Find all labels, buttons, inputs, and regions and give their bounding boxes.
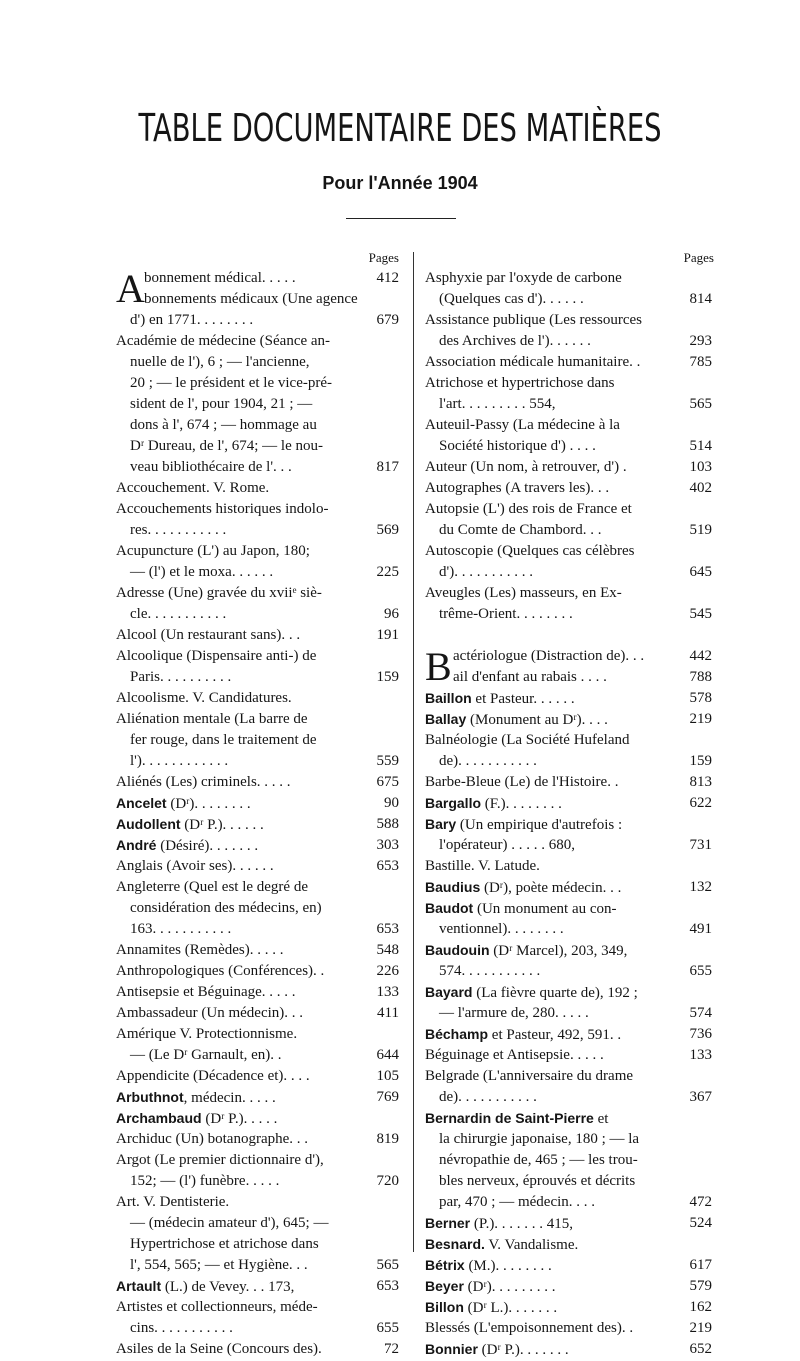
entry-text: Belgrade (L'anniversaire du drame <box>425 1068 634 1084</box>
index-entry-line <box>425 898 712 919</box>
page-number: 813 <box>686 772 713 793</box>
index-entry-line <box>425 1129 712 1150</box>
page-number: 293 <box>686 331 713 352</box>
entry-text: ventionnel). . . . . . . . <box>439 921 564 937</box>
index-entry-line <box>425 268 712 289</box>
page-number: 219 <box>686 1318 713 1339</box>
entry-text: Bétrix (M.). . . . . . . . <box>425 1257 552 1274</box>
page-number: 548 <box>373 940 400 961</box>
index-entry-line <box>116 1129 399 1150</box>
entry-text: Antisepsie et Béguinage. . . . . <box>116 984 296 1000</box>
index-entry-line <box>116 520 399 541</box>
index-entry-line <box>425 1297 712 1318</box>
entry-text: (Quelques cas d'). . . . . . <box>439 291 584 307</box>
page-number: 565 <box>373 1255 400 1276</box>
entry-text: Bargallo (F.). . . . . . . . <box>425 795 562 812</box>
page-number: 412 <box>373 268 400 289</box>
entry-text: Dʳ Dureau, de l', 674; — le nou- <box>130 438 324 454</box>
index-entry-line <box>116 1276 399 1297</box>
page-number: 578 <box>686 688 713 709</box>
pages-header: Pages <box>368 250 399 265</box>
page-number: 579 <box>686 1276 713 1297</box>
entry-text: sident de l', pour 1904, 21 ; — <box>130 396 313 412</box>
page-number: 133 <box>686 1045 713 1066</box>
entry-text: Bonnier (Dʳ P.). . . . . . . <box>425 1341 569 1358</box>
index-entry-line <box>116 1003 399 1024</box>
index-entry-line <box>425 541 712 562</box>
page-number: 817 <box>373 457 400 478</box>
entry-text: Auteuil-Passy (La médecine à la <box>425 417 620 433</box>
title-rule <box>346 218 456 219</box>
index-entry-line <box>116 604 399 625</box>
entry-text: Anglais (Avoir ses). . . . . . <box>116 858 274 874</box>
entry-text: de). . . . . . . . . . . <box>439 753 537 769</box>
entry-text: Société historique d') . . . . <box>439 438 596 454</box>
entry-text: l'). . . . . . . . . . . . <box>130 753 229 769</box>
page-subtitle: Pour l'Année 1904 <box>322 173 478 193</box>
page-number: 565 <box>686 394 713 415</box>
entry-text: Bastille. V. Latude. <box>425 858 540 874</box>
entry-text: Alcoolisme. V. Candidatures. <box>116 690 292 706</box>
entry-text: Bayard (La fièvre quarte de), 192 ; <box>425 984 638 1001</box>
entry-text: des Archives de l'). . . . . . <box>439 333 591 349</box>
entry-text: l'opérateur) . . . . . 680, <box>439 837 575 853</box>
index-column-right <box>425 248 712 1360</box>
entry-text: — (médecin amateur d'), 645; — <box>130 1215 329 1231</box>
entry-text: Baudius (Dʳ), poète médecin. . . <box>425 879 622 896</box>
page-number: 720 <box>373 1171 400 1192</box>
index-entry-line <box>425 961 712 982</box>
page-number: 814 <box>686 289 713 310</box>
index-entry-line <box>116 646 399 667</box>
entry-text: Aliénation mentale (La barre de <box>116 711 308 727</box>
entry-text: Autoscopie (Quelques cas célèbres <box>425 543 635 559</box>
index-entry-line <box>116 436 399 457</box>
entry-text: Association médicale humanitaire. . <box>425 354 641 370</box>
index-entry-line <box>425 1087 712 1108</box>
entry-text: Berner (P.). . . . . . . 415, <box>425 1215 574 1232</box>
section-gap <box>425 625 712 646</box>
entry-text: Balnéologie (La Société Hufeland <box>425 732 630 748</box>
page-number: 617 <box>686 1255 713 1276</box>
column-divider <box>413 252 414 1252</box>
index-entry-line <box>116 772 399 793</box>
index-entry-line <box>116 1045 399 1066</box>
index-entry-line <box>425 373 712 394</box>
page-number: 736 <box>686 1024 713 1045</box>
entry-text: Aliénés (Les) criminels. . . . . <box>116 774 291 790</box>
index-entry-line <box>425 331 712 352</box>
entry-text: Archambaud (Dʳ P.). . . . . <box>116 1110 278 1127</box>
page-number: 652 <box>686 1339 713 1360</box>
page-number: 491 <box>686 919 713 940</box>
index-entry-line <box>116 310 399 331</box>
entry-text: Anthropologiques (Conférences). . <box>116 963 325 979</box>
entry-text: Arbuthnot, médecin. . . . . <box>116 1089 276 1106</box>
entry-text: Bernardin de Saint-Pierre et <box>425 1110 609 1127</box>
page-number: 622 <box>686 793 713 814</box>
entry-text: l'art. . . . . . . . . 554, <box>439 396 556 412</box>
index-entry-line <box>425 877 712 898</box>
page-number: 219 <box>686 709 713 730</box>
index-entry-line <box>116 667 399 688</box>
index-entry-line <box>425 1339 712 1360</box>
index-entry-line <box>116 814 399 835</box>
index-entry-line <box>425 436 712 457</box>
index-entry-line <box>425 310 712 331</box>
index-entry-line <box>425 688 712 709</box>
entry-text: Asiles de la Seine (Concours des). <box>116 1341 322 1357</box>
index-entry-line <box>116 625 399 646</box>
entry-text: res. . . . . . . . . . . <box>130 522 227 538</box>
entry-text: Baudot (Un monument au con- <box>425 900 617 917</box>
entry-text: Aveugles (Les) masseurs, en Ex- <box>425 585 622 601</box>
entry-text: 20 ; — le président et le vice-pré- <box>130 375 333 391</box>
page-number: 731 <box>686 835 713 856</box>
page-number: 226 <box>373 961 400 982</box>
page-number: 574 <box>686 1003 713 1024</box>
entry-text: Ambassadeur (Un médecin). . . <box>116 1005 304 1021</box>
entry-text: fer rouge, dans le traitement de <box>130 732 317 748</box>
index-entry-line <box>425 709 712 730</box>
entry-text: la chirurgie japonaise, 180 ; — la <box>439 1131 640 1147</box>
entry-text: Béchamp et Pasteur, 492, 591. . <box>425 1026 622 1043</box>
index-entry-line <box>425 457 712 478</box>
index-entry-line <box>116 1150 399 1171</box>
page-number: 653 <box>373 1276 400 1297</box>
index-entry-line <box>425 814 712 835</box>
index-entry-line <box>116 793 399 814</box>
index-entry-line <box>116 1234 399 1255</box>
entry-text: Billon (Dʳ L.). . . . . . . <box>425 1299 558 1316</box>
entry-text: Académie de médecine (Séance an- <box>116 333 331 349</box>
entry-text: dons à l', 674 ; — hommage au <box>130 417 317 433</box>
page-number: 788 <box>686 667 713 688</box>
index-entry-line <box>425 1192 712 1213</box>
entry-text: bles nerveux, éprouvés et décrits <box>439 1173 636 1189</box>
index-entry-line <box>116 877 399 898</box>
page-number: 191 <box>373 625 400 646</box>
index-entry-line <box>116 1087 399 1108</box>
page-number: 402 <box>686 478 713 499</box>
index-entry-line <box>425 352 712 373</box>
entry-text: d') en 1771. . . . . . . . <box>130 312 254 328</box>
index-entry-line <box>116 1171 399 1192</box>
index-entry-line <box>116 898 399 919</box>
index-entry-line <box>116 352 399 373</box>
entry-text: — (Le Dʳ Garnault, en). . <box>130 1047 282 1063</box>
index-entry-line <box>116 835 399 856</box>
index-entry-line <box>116 562 399 583</box>
index-entry-line <box>425 478 712 499</box>
index-entry-line <box>425 667 712 688</box>
entry-text: Alcoolique (Dispensaire anti-) de <box>116 648 317 664</box>
index-entry-line <box>116 1255 399 1276</box>
index-entry-line <box>116 583 399 604</box>
entry-text: Barbe-Bleue (Le) de l'Histoire. . <box>425 774 619 790</box>
entry-text: Besnard. V. Vandalisme. <box>425 1236 579 1253</box>
index-entry-line <box>116 1192 399 1213</box>
index-entry-line <box>116 1066 399 1087</box>
page-number: 96 <box>380 604 399 625</box>
index-entry-line <box>116 1339 399 1360</box>
index-entry-line <box>425 1213 712 1234</box>
index-entry-line <box>425 1150 712 1171</box>
entry-text: considération des médecins, en) <box>130 900 322 916</box>
page-number: 162 <box>686 1297 713 1318</box>
entry-text: Angleterre (Quel est le degré de <box>116 879 308 895</box>
index-entry-line <box>425 982 712 1003</box>
index-entry-line <box>116 688 399 709</box>
index-entry-line <box>425 1234 712 1255</box>
page-number: 645 <box>686 562 713 583</box>
entry-text: veau bibliothécaire de l'. . . <box>130 459 292 475</box>
index-entry-line <box>425 772 712 793</box>
page-number: 819 <box>373 1129 400 1150</box>
index-entry-line <box>116 961 399 982</box>
entry-text: 163. . . . . . . . . . . <box>130 921 232 937</box>
drop-cap-letter: A <box>116 266 145 311</box>
page-title: TABLE DOCUMENTAIRE DES MATIÈRES <box>138 106 662 150</box>
index-entry-line <box>425 1108 712 1129</box>
index-entry-line <box>425 499 712 520</box>
page-number: 644 <box>373 1045 400 1066</box>
page-number: 569 <box>373 520 400 541</box>
index-entry-line <box>425 1024 712 1045</box>
entry-text: névropathie de, 465 ; — les trou- <box>439 1152 638 1168</box>
page-number: 132 <box>686 877 713 898</box>
index-entry-line <box>116 1024 399 1045</box>
entry-text: Ballay (Monument au Dʳ). . . . <box>425 711 608 728</box>
entry-text: Accouchements historiques indolo- <box>116 501 329 517</box>
index-entry-line <box>425 289 712 310</box>
page-number: 514 <box>686 436 713 457</box>
entry-text: Alcool (Un restaurant sans). . . <box>116 627 301 643</box>
entry-text: nuelle de l'), 6 ; — l'ancienne, <box>130 354 310 370</box>
index-entry-line <box>116 394 399 415</box>
entry-text: Acupuncture (L') au Japon, 180; <box>116 543 310 559</box>
page-number: 655 <box>686 961 713 982</box>
page-number: 159 <box>373 667 400 688</box>
entry-text: ail d'enfant au rabais . . . . <box>453 669 607 685</box>
index-entry-line <box>116 1297 399 1318</box>
index-entry-line <box>425 562 712 583</box>
entry-text: Argot (Le premier dictionnaire d'), <box>116 1152 324 1168</box>
entry-text: Paris. . . . . . . . . . <box>130 669 232 685</box>
index-entry-line <box>116 373 399 394</box>
entry-text: Artistes et collectionneurs, méde- <box>116 1299 318 1315</box>
page-number: 472 <box>686 1192 713 1213</box>
entry-text: bonnement médical. . . . . <box>144 270 296 286</box>
page-number: 442 <box>686 646 713 667</box>
entry-text: Baillon et Pasteur. . . . . . <box>425 690 575 707</box>
entry-text: cins. . . . . . . . . . . <box>130 1320 233 1336</box>
entry-text: Asphyxie par l'oxyde de carbone <box>425 270 622 286</box>
index-entry-line <box>116 856 399 877</box>
index-entry-line <box>425 919 712 940</box>
index-entry-line <box>116 919 399 940</box>
entry-text: 152; — (l') funèbre. . . . . <box>130 1173 280 1189</box>
index-entry-line <box>425 856 712 877</box>
index-entry-line <box>425 394 712 415</box>
index-entry-line <box>116 331 399 352</box>
index-entry-line <box>425 1003 712 1024</box>
drop-cap-letter: B <box>425 644 452 689</box>
index-entry-line <box>425 583 712 604</box>
index-entry-line <box>425 520 712 541</box>
entry-text: Bary (Un empirique d'autrefois : <box>425 816 623 833</box>
entry-text: par, 470 ; — médecin. . . . <box>439 1194 596 1210</box>
pages-header: Pages <box>683 250 714 265</box>
entry-text: 574. . . . . . . . . . . <box>439 963 541 979</box>
index-entry-line <box>425 730 712 751</box>
entry-text: — (l') et le moxa. . . . . . <box>130 564 274 580</box>
page-number: 559 <box>373 751 400 772</box>
page-number: 90 <box>380 793 399 814</box>
page-number: 411 <box>373 1003 399 1024</box>
index-entry-line <box>116 1318 399 1339</box>
index-entry-line <box>425 1066 712 1087</box>
index-entry-line <box>116 730 399 751</box>
index-entry-line <box>116 289 399 310</box>
index-entry-line <box>425 1276 712 1297</box>
page-number: 225 <box>373 562 400 583</box>
index-entry-line <box>116 709 399 730</box>
index-entry-line <box>116 415 399 436</box>
page-number: 524 <box>686 1213 713 1234</box>
entry-text: Audollent (Dʳ P.). . . . . . <box>116 816 264 833</box>
index-entry-line <box>116 478 399 499</box>
entry-text: Autographes (A travers les). . . <box>425 480 610 496</box>
index-entry-line <box>425 1171 712 1192</box>
entry-text: l', 554, 565; — et Hygiène. . . <box>130 1257 308 1273</box>
entry-text: Autopsie (L') des rois de France et <box>425 501 632 517</box>
index-entry-line <box>425 1318 712 1339</box>
entry-text: d'). . . . . . . . . . . <box>439 564 533 580</box>
page-number: 675 <box>373 772 400 793</box>
entry-text: Hypertrichose et atrichose dans <box>130 1236 319 1252</box>
entry-text: Archiduc (Un) botanographe. . . <box>116 1131 309 1147</box>
index-entry-line <box>425 1045 712 1066</box>
page-number: 303 <box>373 835 400 856</box>
page-number: 367 <box>686 1087 713 1108</box>
index-entry-line <box>116 940 399 961</box>
entry-text: Blessés (L'empoisonnement des). . <box>425 1320 634 1336</box>
entry-text: Baudouin (Dʳ Marcel), 203, 349, <box>425 942 628 959</box>
page-number: 588 <box>373 814 400 835</box>
index-entry-line <box>116 457 399 478</box>
entry-text: Accouchement. V. Rome. <box>116 480 270 496</box>
page-number: 103 <box>686 457 713 478</box>
index-entry-line <box>116 499 399 520</box>
index-entry-line <box>425 604 712 625</box>
entry-text: de). . . . . . . . . . . <box>439 1089 537 1105</box>
entry-text: — l'armure de, 280. . . . . <box>439 1005 589 1021</box>
page-number: 653 <box>373 919 400 940</box>
page-number: 545 <box>686 604 713 625</box>
entry-text: Art. V. Dentisterie. <box>116 1194 230 1210</box>
index-entry-line <box>425 793 712 814</box>
index-entry-line <box>425 415 712 436</box>
index-entry-line <box>116 982 399 1003</box>
entry-text: Auteur (Un nom, à retrouver, d') . <box>425 459 627 475</box>
index-entry-line <box>425 835 712 856</box>
page-number: 159 <box>686 751 713 772</box>
page-number: 519 <box>686 520 713 541</box>
page-number: 785 <box>686 352 713 373</box>
page-number: 769 <box>373 1087 400 1108</box>
index-entry-line <box>425 1255 712 1276</box>
page-number: 133 <box>373 982 400 1003</box>
entry-text: actériologue (Distraction de). . . <box>453 648 645 664</box>
entry-text: bonnements médicaux (Une agence <box>144 291 358 307</box>
entry-text: cle. . . . . . . . . . . <box>130 606 227 622</box>
index-entry-line <box>116 1108 399 1129</box>
index-entry-line <box>425 940 712 961</box>
entry-text: Beyer (Dʳ). . . . . . . . . <box>425 1278 556 1295</box>
index-entry-line <box>116 751 399 772</box>
page-number: 679 <box>373 310 400 331</box>
index-entry-line <box>116 541 399 562</box>
entry-text: Amérique V. Protectionnisme. <box>116 1026 298 1042</box>
index-column-left <box>116 248 399 1360</box>
page-number: 105 <box>373 1066 400 1087</box>
page-number: 655 <box>373 1318 400 1339</box>
entry-text: Assistance publique (Les ressources <box>425 312 643 328</box>
index-entry-line <box>425 751 712 772</box>
entry-text: du Comte de Chambord. . . <box>439 522 602 538</box>
entry-text: Béguinage et Antisepsie. . . . . <box>425 1047 604 1063</box>
entry-text: Appendicite (Décadence et). . . . <box>116 1068 310 1084</box>
entry-text: Adresse (Une) gravée du xviiᵉ siè- <box>116 585 322 601</box>
page-number: 72 <box>380 1339 399 1360</box>
page-number: 653 <box>373 856 400 877</box>
entry-text: André (Désiré). . . . . . . <box>116 837 259 854</box>
entry-text: Ancelet (Dʳ). . . . . . . . <box>116 795 251 812</box>
entry-text: Atrichose et hypertrichose dans <box>425 375 615 391</box>
index-entry-line <box>116 1213 399 1234</box>
entry-text: trême-Orient. . . . . . . . <box>439 606 573 622</box>
entry-text: Annamites (Remèdes). . . . . <box>116 942 284 958</box>
entry-text: Artault (L.) de Vevey. . . 173, <box>116 1278 295 1295</box>
